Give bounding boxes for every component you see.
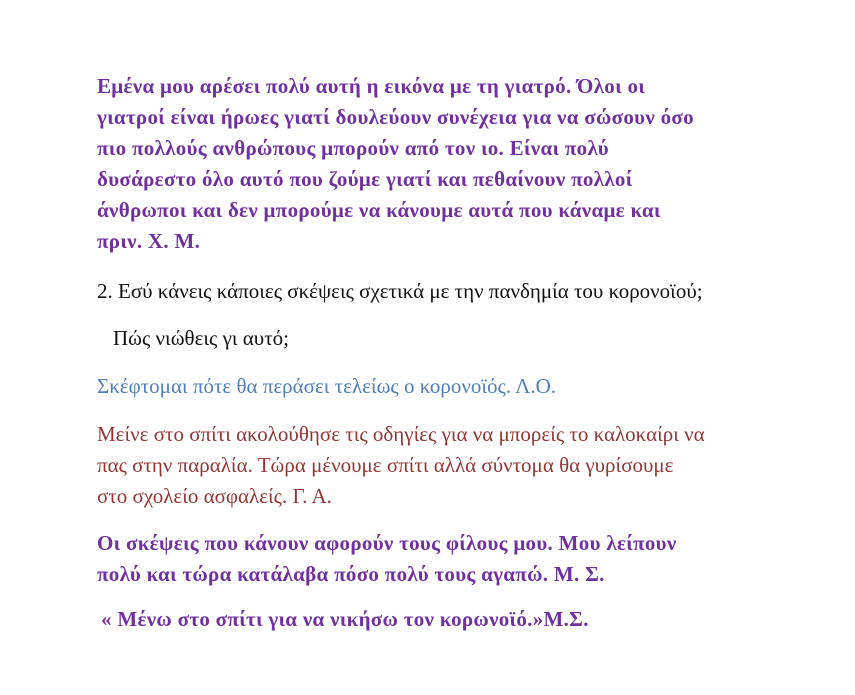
answer-line: πας στην παραλία. Τώρα μένουμε σπίτι αλλά σύντομα θα γυρίσουμε <box>97 453 674 477</box>
text-line: γιατροί είναι ήρωες γιατί δουλεύουν συνέχεια για να σώσουν όσο <box>97 105 694 129</box>
answer-line: Σκέφτομαι πότε θα περάσει τελείως ο κορονοϊός. Λ.Ο. <box>97 374 557 398</box>
answer-line: πολύ και τώρα κατάλαβα πόσο πολύ τους αγαπώ. Μ. Σ. <box>97 562 605 586</box>
answer-line: στο σχολείο ασφαλείς. Γ. Α. <box>97 484 332 508</box>
question-2 <box>97 276 703 307</box>
quote-line: « Μένω στο σπίτι για να νικήσω τον κορωνοϊό.»Μ.Σ. <box>101 607 589 631</box>
answer-line: Μείνε στο σπίτι ακολούθησε τις οδηγίες για να μπορείς το καλοκαίρι να <box>97 422 705 446</box>
question-line: 2. Εσύ κάνεις κάποιες σκέψεις σχετικά με την πανδημία του κορονοϊού; <box>97 279 703 303</box>
paragraph-doctor-image <box>97 71 694 257</box>
question-2-followup <box>113 323 289 354</box>
text-line: δυσάρεστο όλο αυτό που ζούμε γιατί και πεθαίνουν πολλοί <box>97 167 633 191</box>
answer-lo <box>97 371 556 402</box>
text-line: πιο πολλούς ανθρώπους μπορούν από τον ιο. Είναι πολύ <box>97 136 609 160</box>
answer-ms <box>97 528 677 590</box>
answer-ga <box>97 419 705 512</box>
text-line: άνθρωποι και δεν μπορούμε να κάνουμε αυτά που κάναμε και <box>97 198 661 222</box>
quote-stay-home <box>101 604 589 635</box>
text-line: Εμένα μου αρέσει πολύ αυτή η εικόνα με τη γιατρό. Όλοι οι <box>97 74 646 98</box>
text-line: πριν. Χ. Μ. <box>97 229 201 253</box>
answer-line: Οι σκέψεις που κάνουν αφορούν τους φίλους μου. Μου λείπουν <box>97 531 677 555</box>
question-line: Πώς νιώθεις γι αυτό; <box>113 326 289 350</box>
